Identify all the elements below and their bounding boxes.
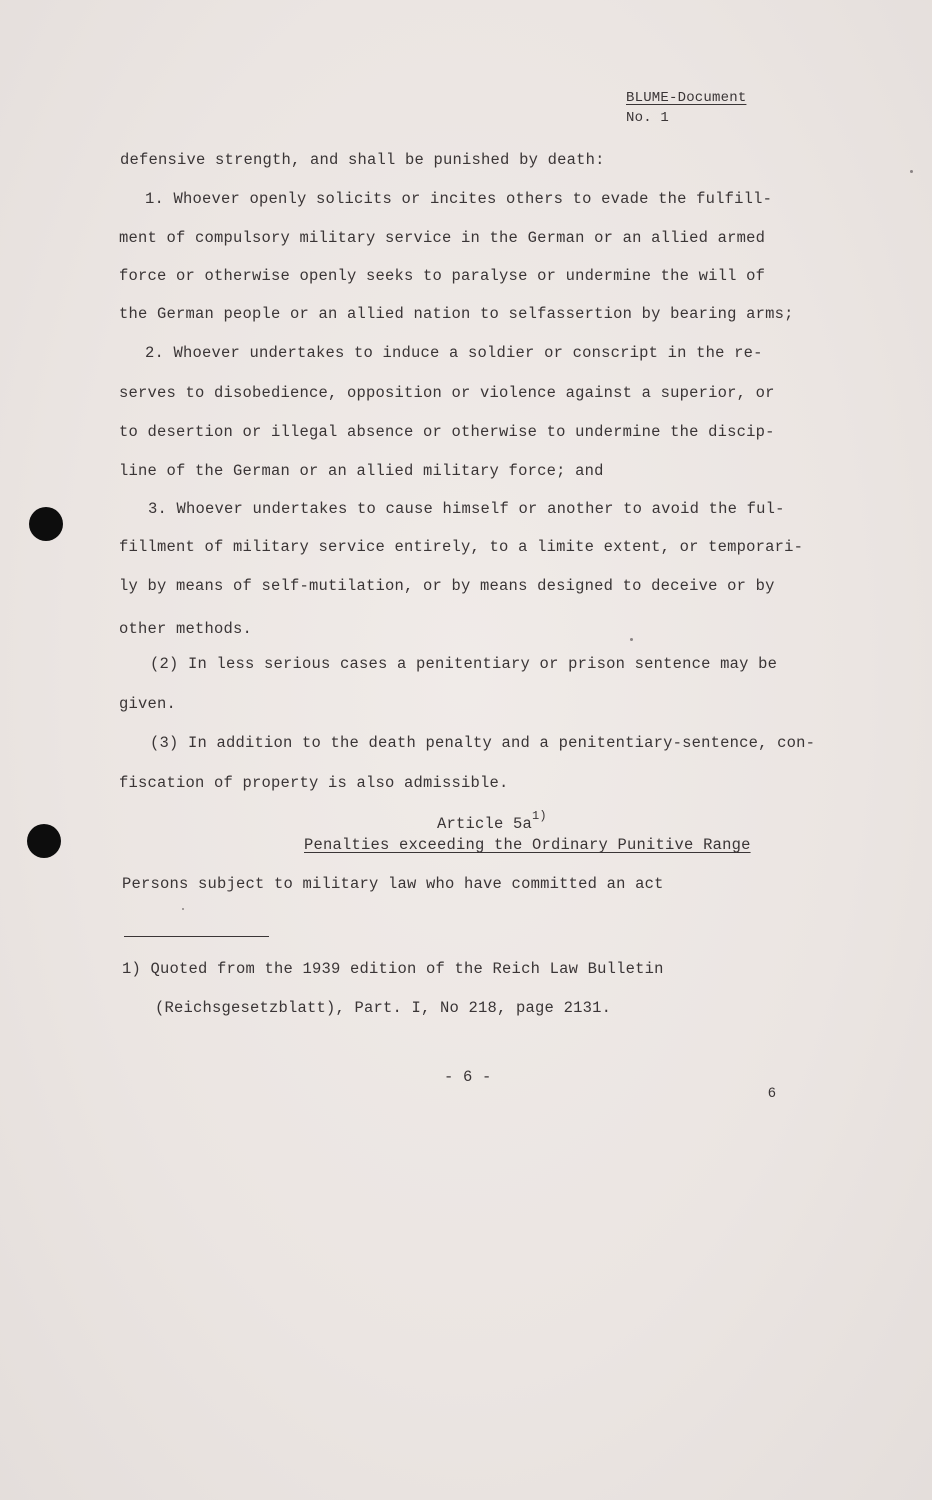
body-line: force or otherwise openly seeks to paralyse or undermine the will of <box>119 267 766 285</box>
body-line: ment of compulsory military service in the German or an allied armed <box>119 229 766 247</box>
body-line: defensive strength, and shall be punished by death: <box>120 151 605 169</box>
footnote-line: 1) Quoted from the 1939 edition of the Reich Law Bulletin <box>122 960 664 978</box>
paper-speck <box>630 638 633 641</box>
body-line: other methods. <box>119 620 253 638</box>
document-title: BLUME-Document <box>626 90 747 106</box>
document-number: No. 1 <box>626 110 670 126</box>
punch-hole-upper <box>29 507 63 541</box>
body-line: ly by means of self-mutilation, or by means designed to deceive or by <box>119 577 775 595</box>
article-subtitle: Penalties exceeding the Ordinary Punitive Range <box>304 836 751 854</box>
footnote-divider <box>124 936 269 937</box>
body-line: the German people or an allied nation to selfassertion by bearing arms; <box>119 305 794 323</box>
page-label: - 6 - <box>444 1068 492 1086</box>
body-line: (3) In addition to the death penalty and a penitentiary-sentence, con- <box>150 734 816 752</box>
body-line: 2. Whoever undertakes to induce a soldier or conscript in the re- <box>145 344 763 362</box>
body-line: serves to disobedience, opposition or violence against a superior, or <box>119 384 775 402</box>
paper-speck <box>910 170 913 173</box>
body-line: given. <box>119 695 177 713</box>
page-number-corner: 6 <box>768 1084 776 1100</box>
body-line: (2) In less serious cases a penitentiary or prison sentence may be <box>150 655 778 673</box>
body-line: 3. Whoever undertakes to cause himself or another to avoid the ful- <box>148 500 785 518</box>
body-line: line of the German or an allied military force; and <box>119 462 604 480</box>
footnote-line: (Reichsgesetzblatt), Part. I, No 218, page 2131. <box>155 999 612 1017</box>
paper-speck <box>182 908 184 910</box>
article-heading-text: Article 5a <box>437 815 533 833</box>
punch-hole-lower <box>27 824 61 858</box>
article-footnote-mark: 1) <box>532 809 547 823</box>
article-heading <box>437 806 547 834</box>
body-line: to desertion or illegal absence or otherwise to undermine the discip- <box>119 423 775 441</box>
body-line: fillment of military service entirely, to a limite extent, or temporari- <box>119 538 804 556</box>
body-line: 1. Whoever openly solicits or incites others to evade the fulfill- <box>145 190 773 208</box>
closing-line: Persons subject to military law who have committed an act <box>122 875 664 893</box>
body-line: fiscation of property is also admissible. <box>119 774 509 792</box>
